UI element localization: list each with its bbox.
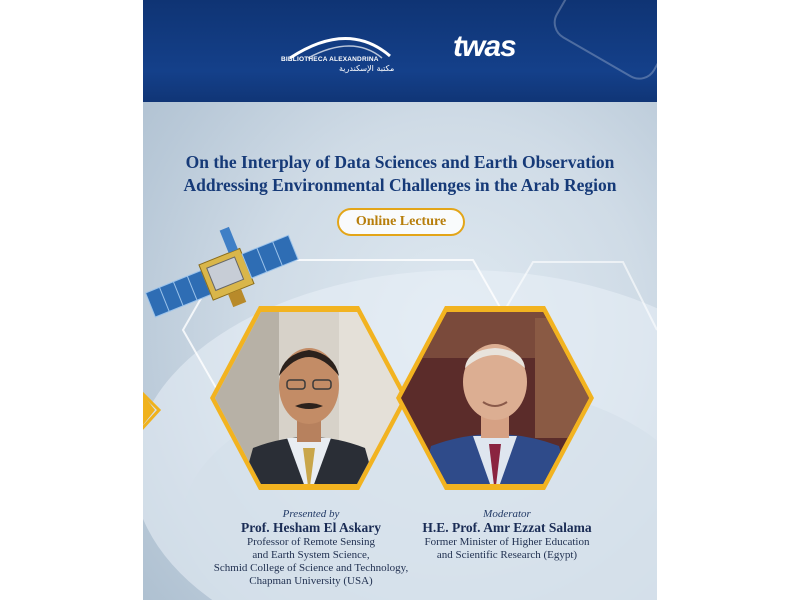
lecture-title-line1: On the Interplay of Data Sciences and Earth Observation <box>185 152 615 172</box>
speaker-title-line4: Chapman University (USA) <box>249 575 373 587</box>
moderator-role: Moderator <box>483 508 531 520</box>
moderator-caption <box>387 508 627 562</box>
speaker-name: Prof. Hesham El Askary <box>240 520 381 535</box>
moderator-portrait <box>395 298 595 498</box>
moderator-name: H.E. Prof. Amr Ezzat Salama <box>422 520 592 535</box>
bibliotheca-name-en: BIBLIOTHECA ALEXANDRINA <box>281 56 379 63</box>
moderator-title-line2: and Scientific Research (Egypt) <box>436 549 578 561</box>
lecture-poster <box>143 0 657 600</box>
header-banner <box>143 0 657 102</box>
speaker-title-line3: Schmid College of Science and Technology, <box>213 562 409 574</box>
moderator-title-line1: Former Minister of Higher Education <box>424 536 590 548</box>
speaker-portrait <box>209 298 409 498</box>
speaker-title-line2: and Earth System Science, <box>252 549 370 561</box>
online-lecture-badge: Online Lecture <box>337 208 465 236</box>
twas-logo: twas <box>453 30 516 63</box>
bibliotheca-name-ar: مكتبة الإسكندرية <box>339 64 395 73</box>
speaker-title-line1: Professor of Remote Sensing <box>246 536 375 548</box>
speaker-role: Presented by <box>282 508 340 520</box>
lecture-title-line2: Addressing Environmental Challenges in the Arab Region <box>183 175 617 195</box>
